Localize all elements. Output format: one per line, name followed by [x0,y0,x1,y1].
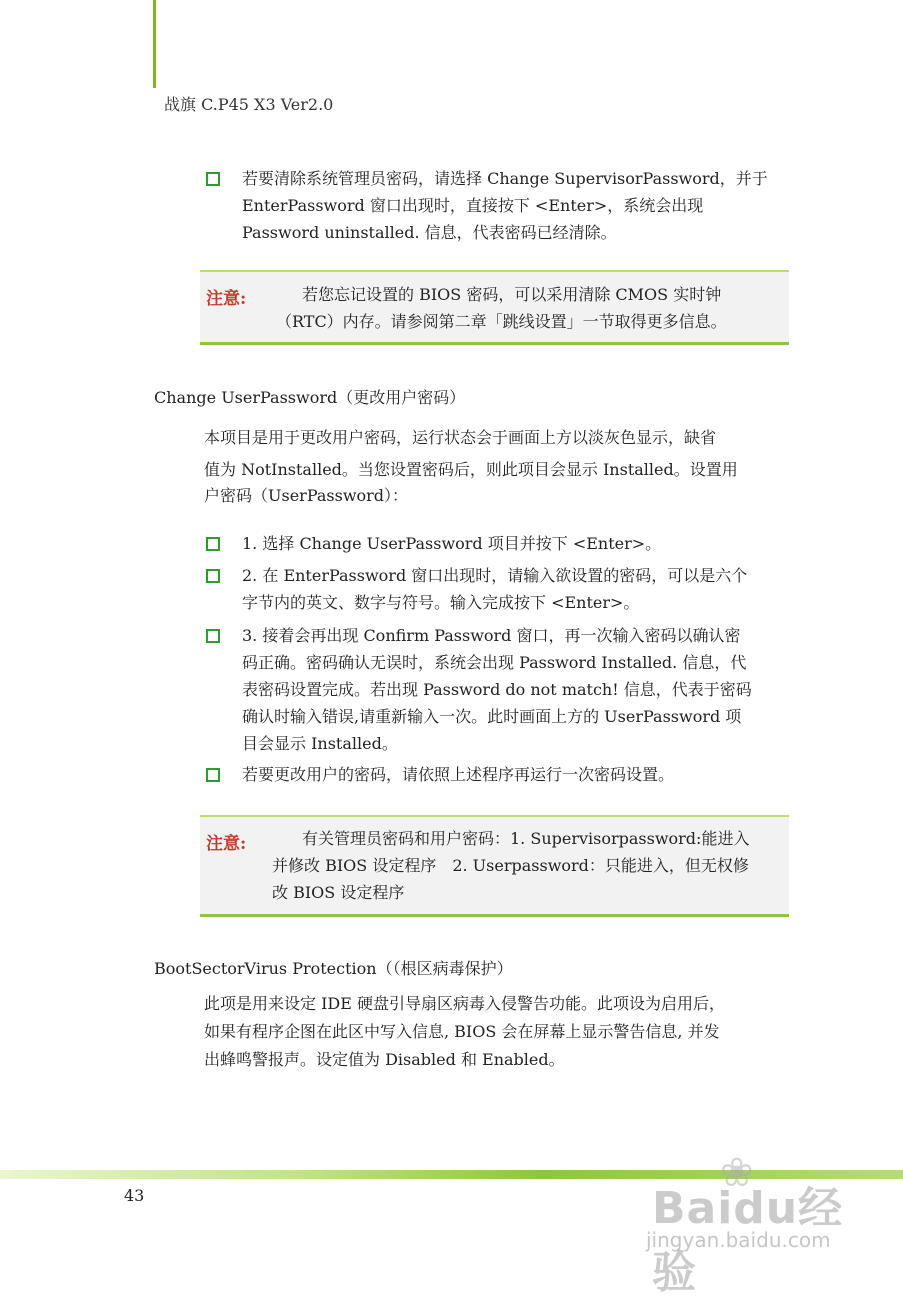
page-number: 43 [124,1186,145,1205]
text-line: 如果有程序企图在此区中写入信息, BIOS 会在屏幕上显示警告信息, 并发 [204,1022,720,1041]
text-line: 目会显示 Installed。 [242,734,398,753]
section-user-body [204,423,794,511]
text-line: 户密码（UserPassword）： [204,486,409,505]
text-line: 确认时输入错误,请重新输入一次。此时画面上方的 UserPassword 项 [242,707,742,726]
section-title-boot-virus: BootSectorVirus Protection（（根区病毒保护） [154,959,513,978]
text-line: EnterPassword 窗口出现时，直接按下 <Enter>，系统会出现 [242,196,704,215]
header-rule [153,0,156,88]
text-line: 3. 接着会再出现 Confirm Password 窗口，再一次输入密码以确认密 [242,626,741,645]
checkbox-bullet-icon [206,569,220,583]
text-line: 若要更改用户的密码，请依照上述程序再运行一次密码设置。 [242,765,675,784]
text-line: 本项目是用于更改用户密码，运行状态会于画面上方以淡灰色显示，缺省 [204,428,717,447]
section-boot-body [204,990,794,1074]
text-line: 表密码设置完成。若出现 Password do not match! 信息，代表于密码 [242,680,752,699]
text-line: 码正确。密码确认无误时，系统会出现 Password Installed. 信息，代 [242,653,747,672]
note-box-1 [200,270,789,345]
step-1 [242,530,802,557]
note-line: 有关管理员密码和用户密码：1. Supervisorpassword:能进入 [302,829,750,848]
text-line: 若要清除系统管理员密码，请选择 Change SupervisorPassword，并于 [242,169,768,188]
note-line: 若您忘记设置的 BIOS 密码，可以采用清除 CMOS 实时钟 [302,285,722,304]
note-label: 注意: [206,289,247,309]
note-label: 注意: [206,834,247,854]
watermark-url: jingyan.baidu.com [646,1228,831,1252]
section-title-user-password: Change UserPassword（更改用户密码） [154,388,466,407]
text-line: 出蜂鸣警报声。设定值为 Disabled 和 Enabled。 [204,1050,565,1069]
checkbox-bullet-icon [206,768,220,782]
note-line: 改 BIOS 设定程序 [272,883,405,902]
step-3 [242,622,802,757]
text-line: 值为 NotInstalled。当您设置密码后，则此项目会显示 Installed。设置用 [204,460,738,479]
bullet-clear-supervisor [242,165,802,246]
watermark-logo: Baidu经验 [652,1183,844,1298]
checkbox-bullet-icon [206,537,220,551]
document-header: 战旗 C.P45 X3 Ver2.0 [164,95,334,114]
text-line: 此项是用来设定 IDE 硬盘引导扇区病毒入侵警告功能。此项设为启用后， [204,994,726,1013]
text-line: 1. 选择 Change UserPassword 项目并按下 <Enter>。 [242,534,662,553]
checkbox-bullet-icon [206,629,220,643]
note-line: （RTC）内存。请参阅第二章「跳线设置」一节取得更多信息。 [276,312,727,331]
step-2 [242,562,802,616]
text-line: Password uninstalled. 信息，代表密码已经清除。 [242,223,617,242]
checkbox-bullet-icon [206,172,220,186]
note-box-2 [200,815,789,917]
text-line: 字节内的英文、数字与符号。输入完成按下 <Enter>。 [242,593,640,612]
note-line: 并修改 BIOS 设定程序 2. Userpassword：只能进入，但无权修 [272,856,749,875]
paw-icon: ❀ [720,1150,754,1196]
text-line: 2. 在 EnterPassword 窗口出现时，请输入欲设置的密码，可以是六个 [242,566,748,585]
step-4 [242,761,802,788]
baidu-watermark [640,1150,880,1298]
